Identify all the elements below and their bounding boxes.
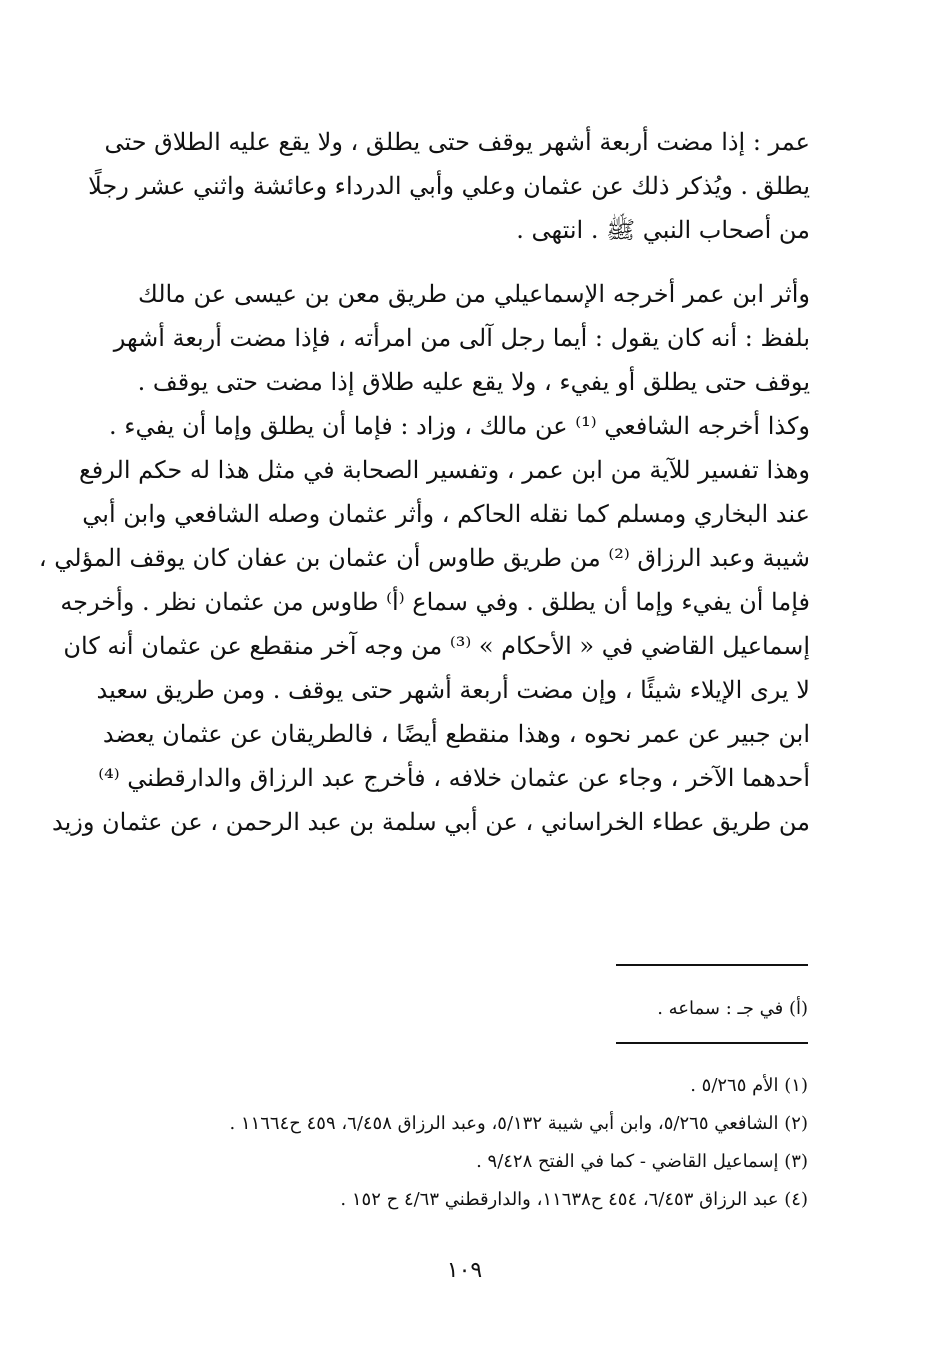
text-line: عمر : إذا مضت أربعة أشهر يوقف حتى يطلق ، ولا يقع عليه الطلاق حتى — [104, 128, 810, 156]
text-line: يوقف حتى يطلق أو يفيء ، ولا يقع عليه طلاق إذا مضت حتى يوقف . — [137, 368, 810, 396]
main-text — [38, 120, 810, 844]
footnote: (٤) عبد الرزاق ٦/٤٥٣، ٤٥٤ ح١١٦٣٨، والدارقطني ٤/٦٣ ح ١٥٢ . — [340, 1189, 808, 1210]
text-line: أحدهما الآخر ، وجاء عن عثمان خلافه ، فأخرج عبد الرزاق والدارقطني ⁽⁴⁾ — [98, 764, 810, 792]
text-line: فإما أن يفيء وإما أن يطلق . وفي سماع ⁽أ⁾ طاوس من عثمان نظر . وأخرجه — [60, 588, 810, 616]
text-line: بلفظ : أنه كان يقول : أيما رجل آلى من امرأته ، فإذا مضت أربعة أشهر — [113, 324, 810, 352]
text-line: من أصحاب النبي ﷺ . انتهى . — [516, 216, 810, 244]
footnote-divider — [616, 1042, 808, 1044]
text-line: شيبة وعبد الرزاق ⁽²⁾ من طريق طاوس أن عثمان بن عفان كان يوقف المؤلي ، — [38, 544, 810, 572]
footnote-divider — [616, 964, 808, 966]
text-line: من طريق عطاء الخراساني ، عن أبي سلمة بن عبد الرحمن ، عن عثمان وزيد — [51, 808, 810, 836]
text-line: وكذا أخرجه الشافعي ⁽¹⁾ عن مالك ، وزاد : فإما أن يطلق وإما أن يفيء . — [108, 412, 810, 440]
footnote: (٣) إسماعيل القاضي - كما في الفتح ٩/٤٢٨ . — [476, 1151, 808, 1172]
text-line: لا يرى الإيلاء شيئًا ، وإن مضت أربعة أشهر حتى يوقف . ومن طريق سعيد — [96, 676, 810, 704]
page-number: ١٠٩ — [446, 1258, 483, 1283]
paragraph-2 — [38, 272, 810, 844]
text-line: وأثر ابن عمر أخرجه الإسماعيلي من طريق معن بن عيسى عن مالك — [138, 280, 810, 308]
text-line: وهذا تفسير للآية من ابن عمر ، وتفسير الصحابة في مثل هذا له حكم الرفع — [79, 456, 810, 484]
text-line: عند البخاري ومسلم كما نقله الحاكم ، وأثر عثمان وصله الشافعي وابن أبي — [82, 500, 810, 528]
footnote: (١) الأم ٥/٢٦٥ . — [690, 1075, 808, 1096]
paragraph-1 — [88, 120, 810, 252]
footnote: (٢) الشافعي ٥/٢٦٥، وابن أبي شيبة ٥/١٣٢، وعبد الرزاق ٦/٤٥٨، ٤٥٩ ح١١٦٦٤ . — [229, 1113, 808, 1134]
variant-footnote: (أ) في جـ : سماعه . — [657, 998, 808, 1019]
text-line: إسماعيل القاضي في « الأحكام » ⁽³⁾ من وجه آخر منقطع عن عثمان أنه كان — [63, 632, 810, 660]
text-line: يطلق . ويُذكر ذلك عن عثمان وعلي وأبي الدرداء وعائشة واثني عشر رجلًا — [88, 172, 810, 200]
text-line: ابن جبير عن عمر نحوه ، وهذا منقطع أيضًا ، فالطريقان عن عثمان يعضد — [102, 720, 810, 748]
